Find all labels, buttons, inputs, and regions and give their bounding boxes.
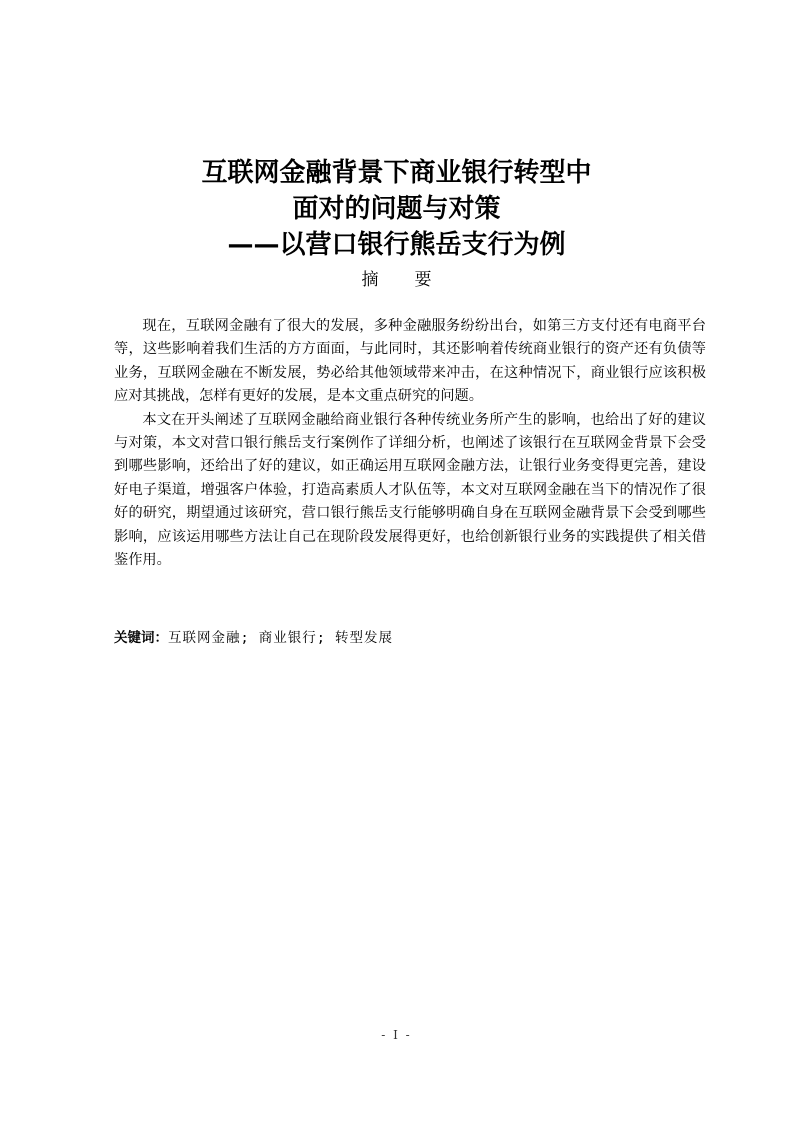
keywords-label: 关键词： <box>114 630 168 646</box>
title-line-2: 面对的问题与对策 <box>292 194 501 224</box>
page-number: - I - <box>381 1028 412 1042</box>
abstract-heading-char-2: 要 <box>414 270 432 290</box>
abstract-paragraph-1: 现在，互联网金融有了很大的发展，多种金融服务纷纷出台，如第三方支付还有电商平台等，这些影响着我们生活的方方面面，与此同时，其还影响着传统商业银行的资产还有负债等业务，互联网金融在不断发展，势必给其他领域带来冲击，在这种情况下，商业银行应该积极应对其挑战，怎样有更好的发展，是本文重点研究的问题。 <box>114 318 706 405</box>
abstract-body <box>114 315 706 572</box>
keywords-values: 互联网金融; 商业银行; 转型发展 <box>168 630 394 646</box>
abstract-heading <box>0 268 793 292</box>
keywords-line <box>114 627 706 649</box>
document-title <box>0 155 793 263</box>
title-subtitle: ——以营口银行熊岳支行为例 <box>227 230 566 260</box>
title-line-1: 互联网金融背景下商业银行转型中 <box>201 158 592 188</box>
abstract-paragraph-2: 本文在开头阐述了互联网金融给商业银行各种传统业务所产生的影响，也给出了好的建议与对策，本文对营口银行熊岳支行案例作了详细分析，也阐述了该银行在互联网金背景下会受到哪些影响，还给出了好的建议，如正确运用互联网金融方法，让银行业务变得更完善，建设好电子渠道，增强客户体验，打造高素质人才队伍等，本文对互联网金融在当下的情况作了很好的研究，期望通过该研究，营口银行熊岳支行能够明确自身在互联网金融背景下会受到哪些影响，应该运用哪些方法让自己在现阶段发展得更好，也给创新银行业务的实践提供了相关借鉴作用。 <box>114 411 706 569</box>
abstract-heading-char-1: 摘 <box>361 270 379 290</box>
